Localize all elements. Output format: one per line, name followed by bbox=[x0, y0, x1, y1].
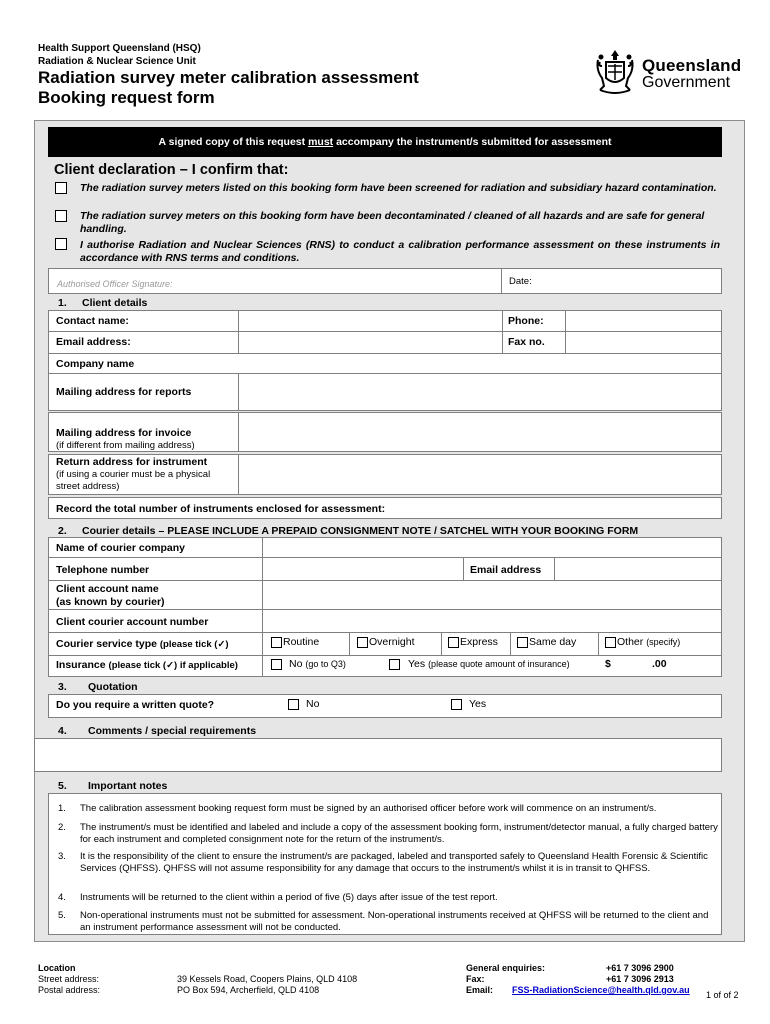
telephone-label: Telephone number bbox=[56, 564, 150, 576]
footer-postal-label: Postal address: bbox=[38, 985, 101, 995]
form-title: Radiation survey meter calibration assessment bbox=[38, 68, 419, 87]
divider bbox=[554, 557, 555, 580]
logo-word-government: Government bbox=[642, 74, 731, 91]
insurance-no-label bbox=[289, 658, 346, 671]
note-number: 2. bbox=[58, 822, 66, 833]
section-5-number: 5. bbox=[58, 780, 67, 792]
service-same-day-checkbox[interactable] bbox=[517, 637, 528, 648]
courier-company-field[interactable] bbox=[264, 539, 720, 556]
note-number: 5. bbox=[58, 910, 66, 921]
banner-pre: A signed copy of this request bbox=[158, 136, 309, 148]
insurance-dollar-sign: $ bbox=[605, 658, 611, 670]
note-text: The instrument/s must be identified and labeled and include a copy of the assessment booking form, instrument/detector manual, a fully charged battery for each instrument and completed consignment note for the return of the instrument/s. bbox=[80, 822, 718, 845]
account-name-field[interactable] bbox=[264, 582, 720, 608]
logo-word-queensland: Queensland bbox=[642, 56, 742, 75]
invoice-address-field[interactable] bbox=[240, 414, 720, 450]
service-other-specify: (specify) bbox=[646, 637, 681, 647]
declaration-checkbox-1[interactable] bbox=[55, 182, 67, 194]
footer-location-heading: Location bbox=[38, 963, 76, 973]
page-number: 1 of of 2 bbox=[706, 990, 739, 1000]
insurance-no-checkbox[interactable] bbox=[271, 659, 282, 670]
footer-street-label: Street address: bbox=[38, 974, 100, 984]
declaration-checkbox-3[interactable] bbox=[55, 238, 67, 250]
form-subtitle: Booking request form bbox=[38, 88, 215, 107]
fax-label: Fax no. bbox=[508, 336, 545, 348]
org-name: Health Support Queensland (HSQ) bbox=[38, 43, 201, 54]
insurance-yes-label bbox=[408, 658, 570, 671]
divider bbox=[510, 632, 511, 655]
section-3-heading: Quotation bbox=[88, 681, 138, 693]
declaration-checkbox-2[interactable] bbox=[55, 210, 67, 222]
banner-must: must bbox=[308, 136, 334, 148]
invoice-label-sub: (if different from mailing address) bbox=[56, 440, 195, 451]
fax-field[interactable] bbox=[567, 333, 720, 351]
insurance-tick-note: (please tick (✓) if applicable) bbox=[108, 660, 238, 671]
service-overnight-checkbox[interactable] bbox=[357, 637, 368, 648]
comments-field[interactable] bbox=[34, 738, 722, 772]
section-2-heading: Courier details – PLEASE INCLUDE A PREPAID CONSIGNMENT NOTE / SATCHEL WITH YOUR BOOKING FORM bbox=[82, 525, 639, 537]
footer-fax-number: +61 7 3096 2913 bbox=[606, 974, 674, 984]
service-routine-checkbox[interactable] bbox=[271, 637, 282, 648]
divider bbox=[501, 269, 502, 293]
signature-row bbox=[48, 268, 722, 294]
note-text: It is the responsibility of the client to ensure the instrument/s are packaged, labeled and transported safely to Queensland Health Forensic & Scientific Services (QHFSS). QHFSS will not assume responsibility for any damage that occurs to the instrument/s whilst it is in transit to QHFSS. bbox=[80, 851, 708, 874]
total-instruments-label: Record the total number of instruments enclosed for assessment: bbox=[56, 503, 386, 515]
insurance-yes-sub: (please quote amount of insurance) bbox=[428, 659, 570, 669]
footer-email-label: Email: bbox=[466, 985, 494, 995]
divider bbox=[48, 655, 722, 656]
phone-label: Phone: bbox=[508, 315, 544, 327]
insurance-amount-field[interactable] bbox=[614, 657, 650, 675]
return-label-text: Return address for instrument bbox=[56, 456, 208, 468]
divider bbox=[48, 557, 722, 558]
section-2-number: 2. bbox=[58, 525, 67, 537]
queensland-government-logo bbox=[594, 46, 744, 98]
footer-street-address: 39 Kessels Road, Coopers Plains, QLD 4108 bbox=[177, 974, 358, 984]
quote-yes-label: Yes bbox=[469, 698, 487, 710]
return-label-sub: (if using a courier must be a physical street address) bbox=[56, 469, 211, 492]
service-overnight-label: Overnight bbox=[369, 636, 415, 648]
service-express-checkbox[interactable] bbox=[448, 637, 459, 648]
quote-question: Do you require a written quote? bbox=[56, 699, 215, 711]
quote-yes-checkbox[interactable] bbox=[451, 699, 462, 710]
company-name-field[interactable] bbox=[240, 355, 720, 374]
section-1-heading: Client details bbox=[82, 297, 148, 309]
mailing-address-label: Mailing address for reports bbox=[56, 386, 192, 398]
divider bbox=[48, 609, 722, 610]
footer-general-phone: +61 7 3096 2900 bbox=[606, 963, 674, 973]
divider bbox=[598, 632, 599, 655]
insurance-no-sub: (go to Q3) bbox=[305, 659, 346, 669]
banner-post: accompany the instrument/s submitted for assessment bbox=[333, 136, 612, 148]
footer-general-label: General enquiries: bbox=[466, 963, 546, 973]
courier-email-field[interactable] bbox=[556, 559, 720, 578]
quote-no-checkbox[interactable] bbox=[288, 699, 299, 710]
insurance-label bbox=[56, 659, 238, 672]
contact-name-label: Contact name: bbox=[56, 315, 129, 327]
footer-email-link[interactable]: FSS-RadiationScience@health.qld.gov.au bbox=[512, 985, 690, 995]
phone-field[interactable] bbox=[567, 312, 720, 330]
divider bbox=[463, 557, 464, 580]
account-name-sub: (as known by courier) bbox=[56, 596, 165, 608]
service-type-label bbox=[56, 638, 229, 651]
divider bbox=[48, 331, 722, 332]
courier-company-label: Name of courier company bbox=[56, 542, 185, 554]
insurance-no-text: No bbox=[289, 658, 303, 670]
signed-copy-banner bbox=[48, 127, 722, 157]
divider bbox=[238, 454, 239, 495]
insurance-text: Insurance bbox=[56, 659, 106, 671]
email-field[interactable] bbox=[240, 333, 500, 351]
return-address-label bbox=[56, 456, 236, 492]
return-address-field[interactable] bbox=[240, 456, 720, 493]
insurance-yes-checkbox[interactable] bbox=[389, 659, 400, 670]
service-type-tick-note: (please tick (✓) bbox=[159, 639, 229, 650]
unit-name: Radiation & Nuclear Science Unit bbox=[38, 56, 196, 67]
account-name-label bbox=[56, 583, 165, 609]
service-same-day-label: Same day bbox=[529, 636, 577, 648]
divider bbox=[349, 632, 350, 655]
footer-fax-label: Fax: bbox=[466, 974, 485, 984]
courier-email-label: Email address bbox=[470, 564, 542, 576]
form-header bbox=[38, 42, 419, 108]
insurance-yes-text: Yes bbox=[408, 658, 426, 670]
note-text: Instruments will be returned to the client within a period of five (5) days after issue of the test report. bbox=[80, 892, 498, 903]
divider bbox=[48, 353, 722, 354]
courier-telephone-field[interactable] bbox=[264, 559, 461, 578]
declaration-title: Client declaration – I confirm that: bbox=[54, 162, 289, 178]
coat-of-arms-icon bbox=[594, 46, 636, 98]
section-1-number: 1. bbox=[58, 297, 67, 309]
service-express-label: Express bbox=[460, 636, 498, 648]
note-text: Non-operational instruments must not be submitted for assessment. Non-operational instruments received at QHFSS will be returned to the client and an instrument performance assessment will not be conducted. bbox=[80, 910, 709, 933]
service-routine-label: Routine bbox=[283, 636, 320, 648]
note-number: 3. bbox=[58, 851, 66, 862]
note-text: The calibration assessment booking request form must be signed by an authorised officer before work will commence on an instrument/s. bbox=[80, 803, 657, 814]
account-number-label: Client courier account number bbox=[56, 616, 209, 628]
section-5-heading: Important notes bbox=[88, 780, 168, 792]
total-instruments-field[interactable] bbox=[420, 499, 720, 517]
section-4-heading: Comments / special requirements bbox=[88, 725, 257, 737]
divider bbox=[238, 412, 239, 452]
contact-name-field[interactable] bbox=[240, 312, 500, 330]
section-4-number: 4. bbox=[58, 725, 67, 737]
account-name-text: Client account name bbox=[56, 583, 159, 595]
section-3-number: 3. bbox=[58, 681, 67, 693]
note-number: 4. bbox=[58, 892, 66, 903]
footer-postal-address: PO Box 594, Archerfield, QLD 4108 bbox=[177, 985, 320, 995]
divider bbox=[502, 310, 503, 353]
declaration-item-2: The radiation survey meters on this booking form have been decontaminated / cleaned of all hazards and are safe for general handling. bbox=[80, 210, 705, 235]
quote-no-label: No bbox=[306, 698, 320, 710]
declaration-item-3: I authorise Radiation and Nuclear Sciences (RNS) to conduct a calibration performance assessment on these instruments in accordance with RNS terms and conditions. bbox=[80, 239, 720, 264]
divider bbox=[48, 580, 722, 581]
company-name-label: Company name bbox=[56, 358, 135, 370]
note-number: 1. bbox=[58, 803, 66, 814]
service-other-text: Other bbox=[617, 636, 644, 648]
service-other-label bbox=[617, 636, 680, 649]
divider bbox=[565, 310, 566, 353]
divider bbox=[238, 310, 239, 353]
insurance-cents: .00 bbox=[652, 658, 667, 670]
divider bbox=[48, 632, 722, 633]
mailing-address-field[interactable] bbox=[240, 375, 720, 409]
account-number-field[interactable] bbox=[264, 611, 720, 631]
declaration-item-1: The radiation survey meters listed on this booking form have been screened for radiation and subsidiary hazard contamination. bbox=[80, 182, 717, 194]
service-other-checkbox[interactable] bbox=[605, 637, 616, 648]
divider bbox=[441, 632, 442, 655]
date-field-label[interactable]: Date: bbox=[509, 276, 532, 287]
divider bbox=[238, 373, 239, 411]
service-type-text: Courier service type bbox=[56, 638, 157, 650]
invoice-address-label bbox=[56, 427, 195, 452]
divider bbox=[262, 537, 263, 677]
email-label: Email address: bbox=[56, 336, 131, 348]
signature-field[interactable]: Authorised Officer Signature: bbox=[57, 279, 173, 289]
invoice-label-text: Mailing address for invoice bbox=[56, 427, 192, 439]
